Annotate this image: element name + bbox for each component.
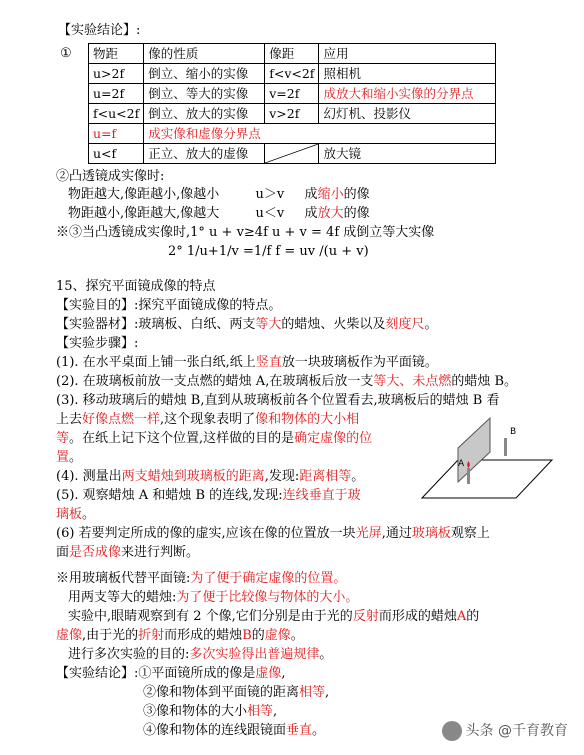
- cell-app: 幻灯机、投影仪: [319, 104, 496, 124]
- text-red: 为了便于确定虚像的位置。: [190, 571, 347, 586]
- steps-header: 【实验步骤】:: [56, 336, 139, 351]
- conclusion2: [56, 665, 286, 682]
- cell-note: 成实像和虚像分界点: [144, 124, 496, 144]
- text: ,这个现象表明了: [160, 412, 256, 427]
- text: 的蜡烛、火柴以及: [281, 317, 386, 332]
- text: 而形成的蜡烛: [164, 628, 243, 643]
- text: 物距越大,像距越小,像越小: [68, 187, 220, 202]
- text: 。: [319, 647, 333, 662]
- cell-v: v>2f: [265, 104, 319, 124]
- text: 物距越小,像距越大,像越大: [68, 206, 220, 221]
- text: 的蜡烛 B。: [451, 374, 518, 389]
- text-red: 是否成像: [69, 545, 122, 560]
- conclusion2-item4: [143, 722, 325, 739]
- label-b: B: [510, 427, 517, 437]
- text-red: 为了便于比较像与物体的大小。: [176, 590, 359, 605]
- text: (1). 在水平桌面上铺一张白纸,纸上: [56, 355, 256, 370]
- conclusion2-item2: [143, 684, 329, 701]
- convex-line3: ※③当凸透镜成实像时,1° u + v≥4f u + v = 4f 成倒立等大实像: [56, 225, 435, 240]
- text-red: 两支蜡烛到玻璃板的距离: [121, 469, 265, 484]
- text: 。在纸上记下这个位置,这样做的目的是: [69, 431, 295, 446]
- cell-v-empty: [265, 144, 319, 164]
- candle-a-icon: [467, 468, 470, 484]
- header-nature: 像的性质: [144, 44, 265, 64]
- text: 。: [312, 723, 326, 738]
- text-red: A: [456, 609, 467, 624]
- text-red: 好像点燃一样: [82, 412, 161, 427]
- text-red: 虚像: [264, 628, 291, 643]
- text: 。: [351, 469, 365, 484]
- text: u＜v: [255, 206, 285, 221]
- cell-v: f<v<2f: [265, 64, 319, 84]
- text: (5). 观察蜡烛 A 和蜡烛 B 的连线,发现:: [56, 488, 283, 503]
- convex-line4: 2° 1/u+1/v =1/f f = uv /(u + v): [168, 244, 369, 259]
- text: 【实验器材】:玻璃板、白纸、两支: [56, 317, 256, 332]
- text: 而形成的蜡烛: [378, 609, 457, 624]
- text: (4). 测量出: [56, 469, 122, 484]
- mirror-illustration: [418, 412, 556, 504]
- text: ,由于光的: [82, 628, 139, 643]
- text-red: 玻璃板: [411, 526, 451, 541]
- header-app: 应用: [319, 44, 496, 64]
- table-header-row: [89, 44, 496, 64]
- text: 实验中,眼睛观察到有 2 个像,它们分别是由于光的: [68, 609, 353, 624]
- step-3-line1: (3). 移动玻璃后的蜡烛 B,直到从玻璃板前各个位置看去,玻璃板后的蜡烛 B 看: [56, 393, 500, 408]
- text-red: 缩小: [317, 187, 344, 202]
- text: ④像和物体的连线跟镜面: [143, 723, 287, 738]
- text: ,发现:: [264, 469, 300, 484]
- cell-nature: 倒立、等大的实像: [144, 84, 265, 104]
- text: ,: [281, 666, 286, 681]
- text-red: 折射: [138, 628, 165, 643]
- text: ,通过: [381, 526, 412, 541]
- header-v: 像距: [265, 44, 319, 64]
- text-red: 确定虚像的位: [294, 431, 373, 446]
- note-3-line2: [56, 627, 304, 644]
- cell-nature: 倒立、缩小的实像: [144, 64, 265, 84]
- text: 进行多次实验的目的:: [68, 647, 190, 662]
- text: (2). 在玻璃板前放一支点燃的蜡烛 A,在玻璃板后放一支: [56, 374, 374, 389]
- text-red: 等: [56, 431, 70, 446]
- text: 【实验结论】:: [56, 666, 139, 681]
- text: 放一块玻璃板作为平面镜。: [281, 355, 438, 370]
- text-red: 连线垂直于玻: [282, 488, 361, 503]
- item-number: ①: [60, 46, 72, 61]
- text-red: 多次实验得出普遍规律: [189, 647, 320, 662]
- text-red: 光屏: [355, 526, 382, 541]
- text: 的像: [343, 206, 370, 221]
- text-red: 等大、未点燃: [373, 374, 452, 389]
- text-red: 置: [56, 450, 70, 465]
- text-red: 放大: [317, 206, 344, 221]
- table-row: [89, 124, 496, 144]
- convex-line1: [68, 186, 370, 203]
- logo-icon: [442, 721, 462, 741]
- text-red: 竖直: [255, 355, 282, 370]
- conclusion2-item3: [143, 703, 277, 720]
- text-red: B: [242, 628, 252, 643]
- step-3-line4: [56, 449, 82, 466]
- note-2: [68, 589, 358, 606]
- text-red: 刻度尺: [385, 317, 425, 332]
- header-u: 物距: [89, 44, 144, 64]
- cell-app: 成放大和缩小实像的分界点: [319, 84, 496, 104]
- diagonal-line: [265, 144, 318, 163]
- text-red: 反射: [352, 609, 379, 624]
- label-a: A: [458, 459, 465, 469]
- text: 观察上: [450, 526, 490, 541]
- text: 来进行判断。: [121, 545, 200, 560]
- cell-u: u=2f: [89, 84, 144, 104]
- candle-b-icon: [504, 438, 507, 456]
- text: 的: [251, 628, 265, 643]
- cell-u: u>2f: [89, 64, 144, 84]
- mirror-equipment: [56, 316, 437, 333]
- table-row: [89, 104, 496, 124]
- mirror-title: 15、探究平面镜成像的特点: [56, 279, 216, 294]
- step-5-line2: [56, 506, 95, 523]
- table-surface: [422, 460, 552, 498]
- text: 。: [82, 507, 96, 522]
- mirror-purpose: 【实验目的】:探究平面镜成像的特点。: [56, 298, 282, 313]
- cell-u: u<f: [89, 144, 144, 164]
- step-3-line2: [56, 411, 359, 428]
- watermark: [442, 720, 568, 741]
- conclusion-header: 【实验结论】:: [58, 23, 141, 38]
- cell-app: 放大镜: [319, 144, 496, 164]
- text: ※用玻璃板代替平面镜:: [56, 571, 191, 586]
- text-red: 等大: [255, 317, 282, 332]
- text: 成: [304, 206, 318, 221]
- table-row: [89, 84, 496, 104]
- text-red: 垂直: [286, 723, 313, 738]
- step-6-line1: [56, 525, 490, 542]
- text: 面: [56, 545, 70, 560]
- cell-v: v=2f: [265, 84, 319, 104]
- text: 成: [304, 187, 318, 202]
- text-red: 璃板: [56, 507, 83, 522]
- text-red: 虚像: [255, 666, 282, 681]
- cell-u: u=f: [89, 124, 144, 144]
- note-1: [56, 570, 346, 587]
- text: 。: [290, 628, 304, 643]
- step-1: [56, 354, 438, 371]
- note-4: [68, 646, 332, 663]
- text: 的像: [343, 187, 370, 202]
- cell-nature: 正立、放大的虚像: [144, 144, 265, 164]
- text: ②像和物体到平面镜的距离: [143, 685, 300, 700]
- text: 上去: [56, 412, 83, 427]
- convex-title: ②凸透镜成实像时:: [56, 169, 165, 184]
- step-2: [56, 373, 517, 390]
- step-4: [56, 468, 364, 485]
- convex-line2: [68, 205, 370, 222]
- lens-table: [88, 43, 496, 164]
- table-row: [89, 144, 496, 164]
- text: 。: [424, 317, 438, 332]
- text: (6) 若要判定所成的像的虚实,应该在像的位置放一块: [56, 526, 356, 541]
- step-3-line3: [56, 430, 372, 447]
- text: ,: [273, 704, 278, 719]
- text-red: 距离相等: [299, 469, 352, 484]
- text: u＞v: [255, 187, 285, 202]
- text: ③像和物体的大小: [143, 704, 248, 719]
- text: ①平面镜所成的像是: [138, 666, 256, 681]
- text-red: 像和物体的大小相: [255, 412, 360, 427]
- step-6-line2: [56, 544, 199, 561]
- watermark-text: 头条 @千育教育: [465, 723, 568, 739]
- note-3-line1: [68, 608, 479, 625]
- text: ,: [325, 685, 330, 700]
- text: 。: [69, 450, 83, 465]
- text-red: 相等: [247, 704, 274, 719]
- text-red: 虚像: [56, 628, 83, 643]
- cell-app: 照相机: [319, 64, 496, 84]
- text: 用两支等大的蜡烛:: [68, 590, 177, 605]
- table-row: [89, 64, 496, 84]
- glass-plate: [458, 418, 490, 482]
- text-red: 相等: [299, 685, 326, 700]
- cell-u: f<u<2f: [89, 104, 144, 124]
- text: 的: [466, 609, 480, 624]
- step-5-line1: [56, 487, 361, 504]
- cell-nature: 倒立、放大的实像: [144, 104, 265, 124]
